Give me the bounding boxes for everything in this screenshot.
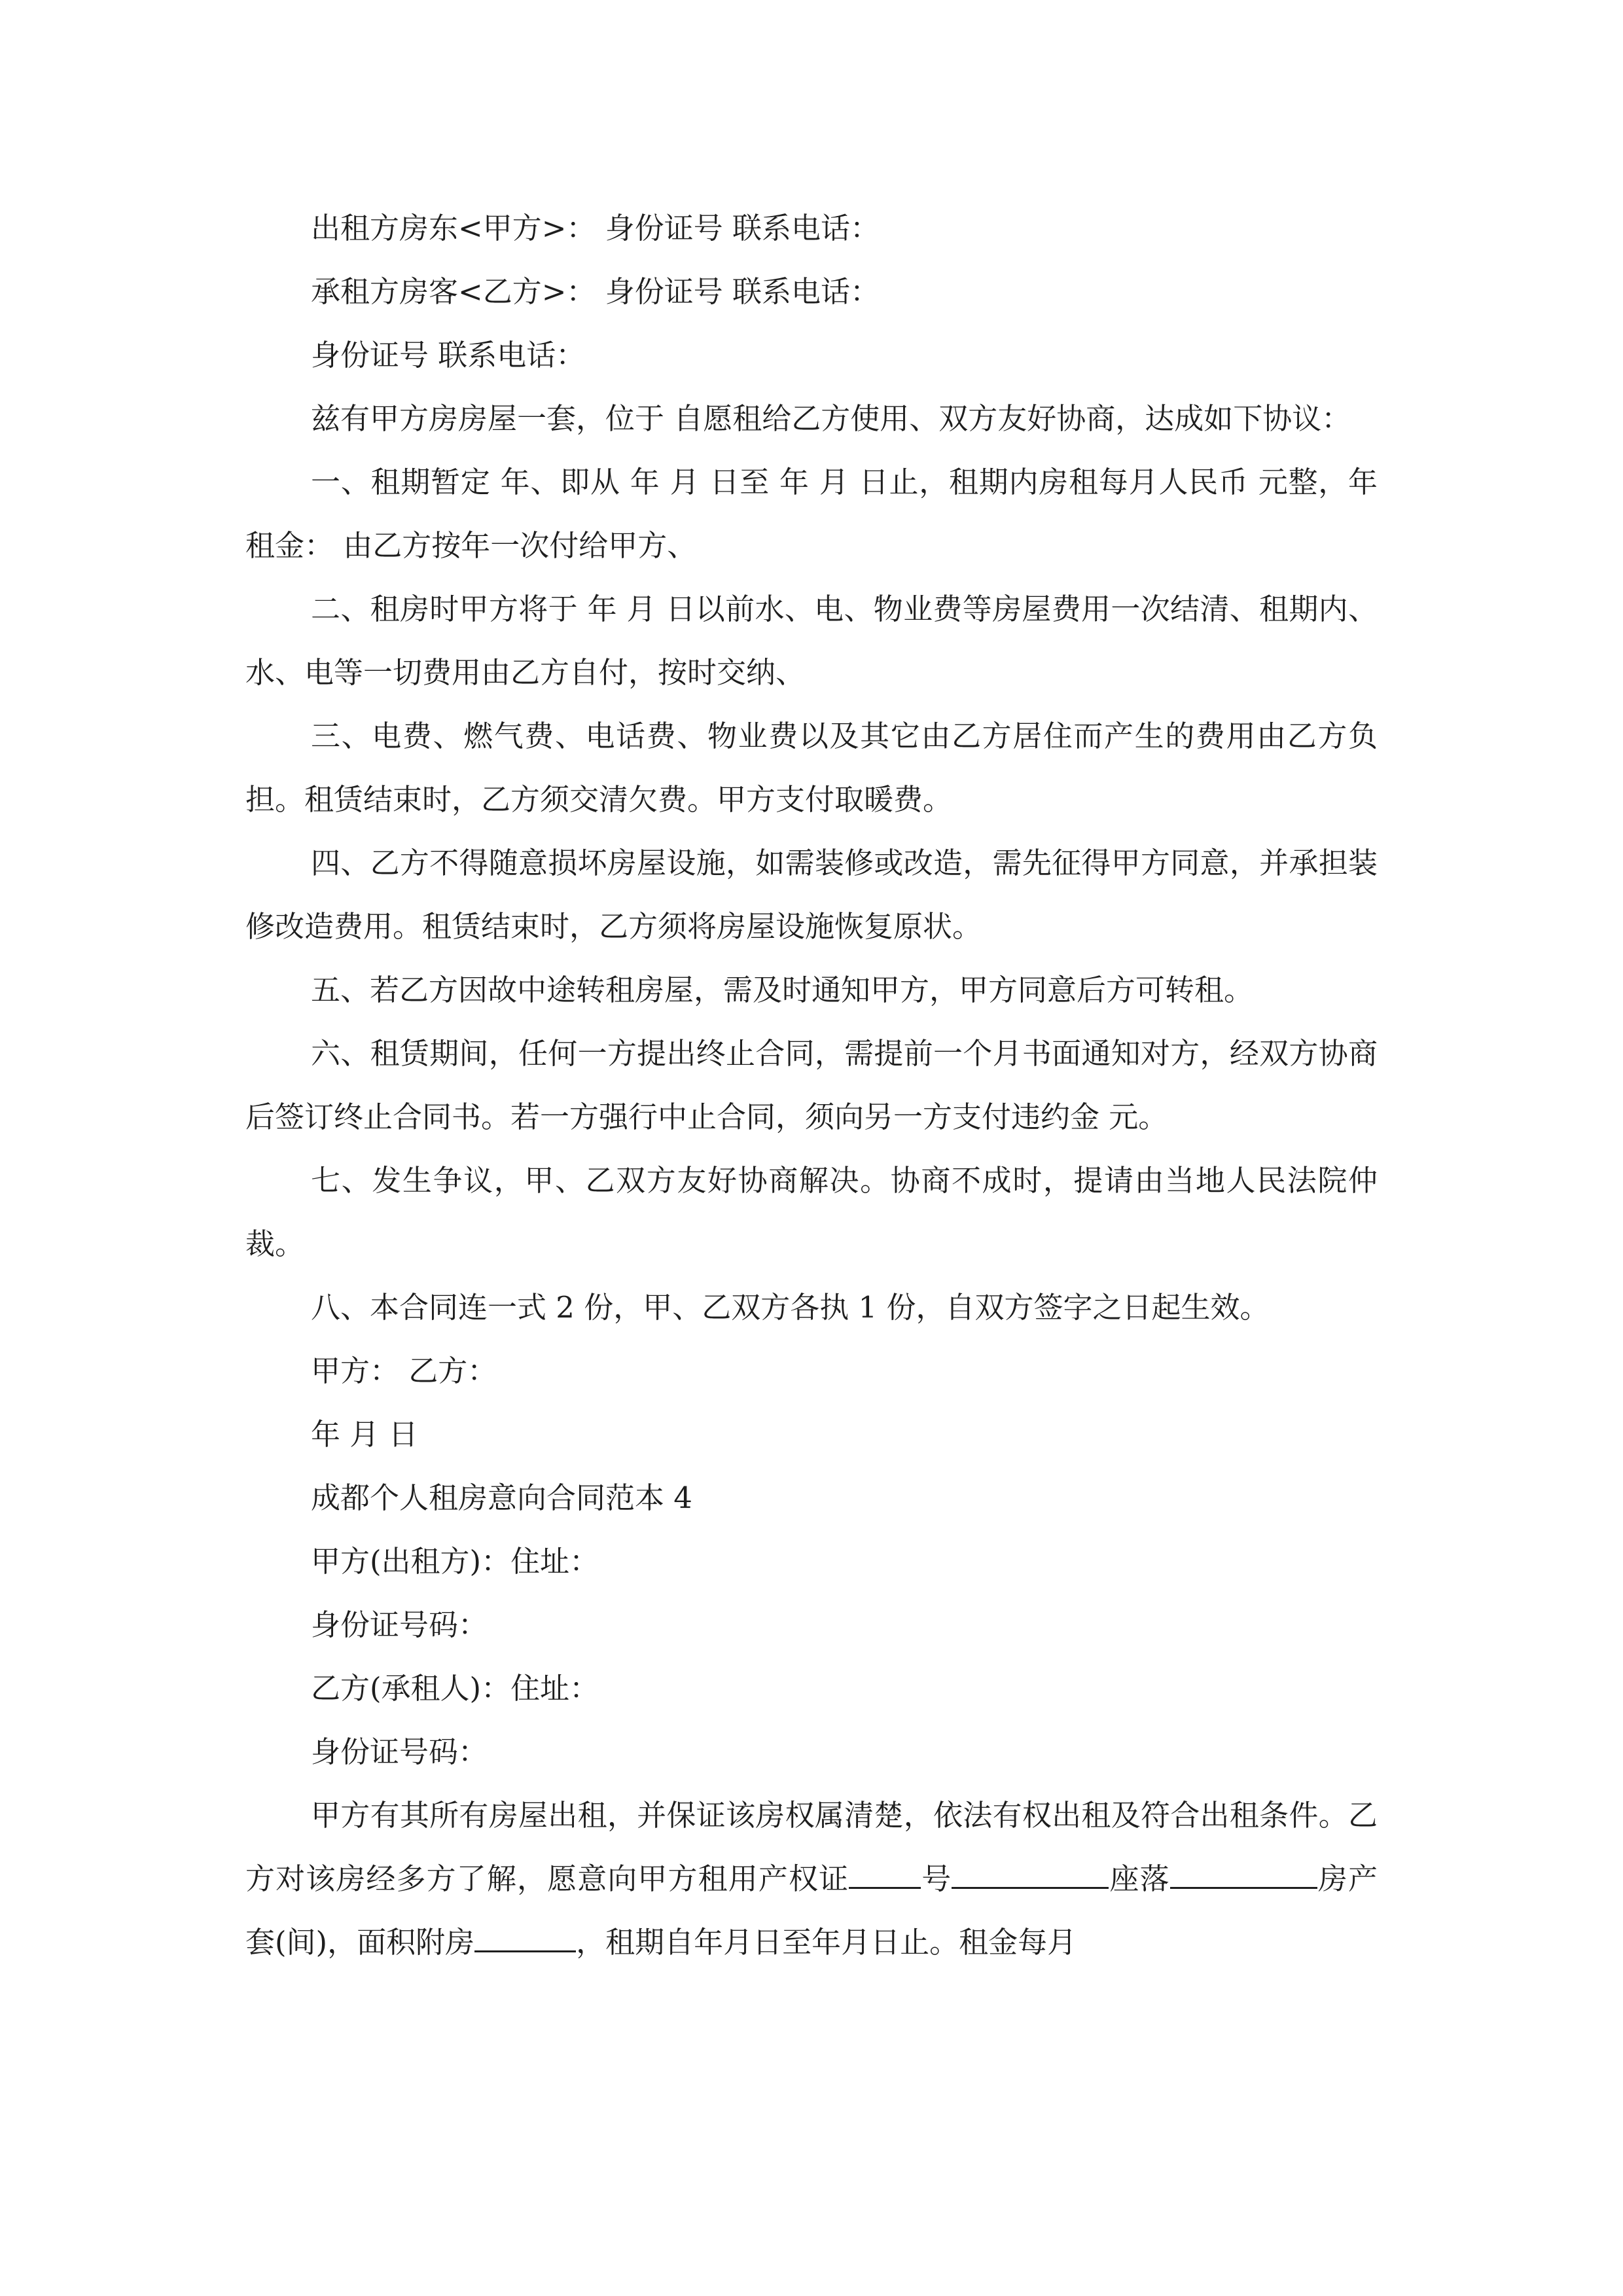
party-b-address: 乙方(承租人)：住址：	[311, 1671, 599, 1706]
lease-terms-part4: 房产套(间)，面积附房	[245, 1861, 1378, 1960]
lease-terms-part1: 甲方有其所有房屋出租，并保证该房权属清楚，依法有权出租及符合出租条件。乙方对该房经多方了解，愿意向甲方租用产权证	[245, 1798, 1378, 1896]
clause-7: 七、发生争议，甲、乙双方友好协商解决。协商不成时，提请由当地人民法院仲裁。	[245, 1163, 1378, 1261]
document-page	[245, 196, 1378, 1974]
lease-terms-part2: 号	[921, 1861, 952, 1896]
clause-6: 六、租赁期间，任何一方提出终止合同，需提前一个月书面通知对方，经双方协商后签订终止合同书。若一方强行中止合同，须向另一方支付违约金 元。	[245, 1036, 1378, 1134]
blank-certificate-detail	[952, 1848, 1109, 1889]
party-a-address: 甲方(出租方)：住址：	[311, 1544, 599, 1579]
paragraph-lessee: 承租方房客<乙方>： 身份证号 联系电话：	[311, 274, 880, 309]
blank-area	[474, 1911, 576, 1952]
paragraph-lease-terms	[245, 1784, 1378, 1974]
paragraph-id-phone: 身份证号 联系电话：	[311, 338, 586, 372]
clause-3: 三、电费、燃气费、电话费、物业费以及其它由乙方居住而产生的费用由乙方负担。租赁结束时，乙方须交清欠费。甲方支付取暖费。	[245, 719, 1378, 817]
lease-terms-part3: 座落	[1109, 1861, 1170, 1896]
clause-8: 八、本合同连一式 2 份，甲、乙双方各执 1 份，自双方签字之日起生效。	[311, 1290, 1270, 1325]
lease-terms-part5: ，租期自年月日至年月日止。租金每月	[576, 1925, 1077, 1960]
section-title: 成都个人租房意向合同范本 4	[311, 1480, 692, 1515]
party-b-id: 身份证号码：	[311, 1734, 488, 1769]
clause-5: 五、若乙方因故中途转租房屋，需及时通知甲方，甲方同意后方可转租。	[311, 973, 1254, 1007]
party-a-id: 身份证号码：	[311, 1607, 488, 1642]
clause-4: 四、乙方不得随意损坏房屋设施，如需装修或改造，需先征得甲方同意，并承担装修改造费用。租赁结束时，乙方须将房屋设施恢复原状。	[245, 846, 1378, 944]
signature-parties: 甲方： 乙方：	[311, 1354, 497, 1388]
clause-2: 二、租房时甲方将于 年 月 日以前水、电、物业费等房屋费用一次结清、租期内、水、电等一切费用由乙方自付，按时交纳、	[245, 592, 1378, 690]
paragraph-lessor: 出租方房东<甲方>： 身份证号 联系电话：	[311, 211, 880, 245]
signature-date: 年 月 日	[311, 1417, 418, 1452]
blank-certificate-number	[849, 1848, 921, 1889]
clause-1: 一、租期暂定 年、即从 年 月 日至 年 月 日止，租期内房租每月人民币 元整，年租金： 由乙方按年一次付给甲方、	[245, 465, 1378, 563]
paragraph-intro: 兹有甲方房房屋一套，位于 自愿租给乙方使用、双方友好协商，达成如下协议：	[311, 401, 1351, 436]
blank-location	[1170, 1848, 1317, 1889]
